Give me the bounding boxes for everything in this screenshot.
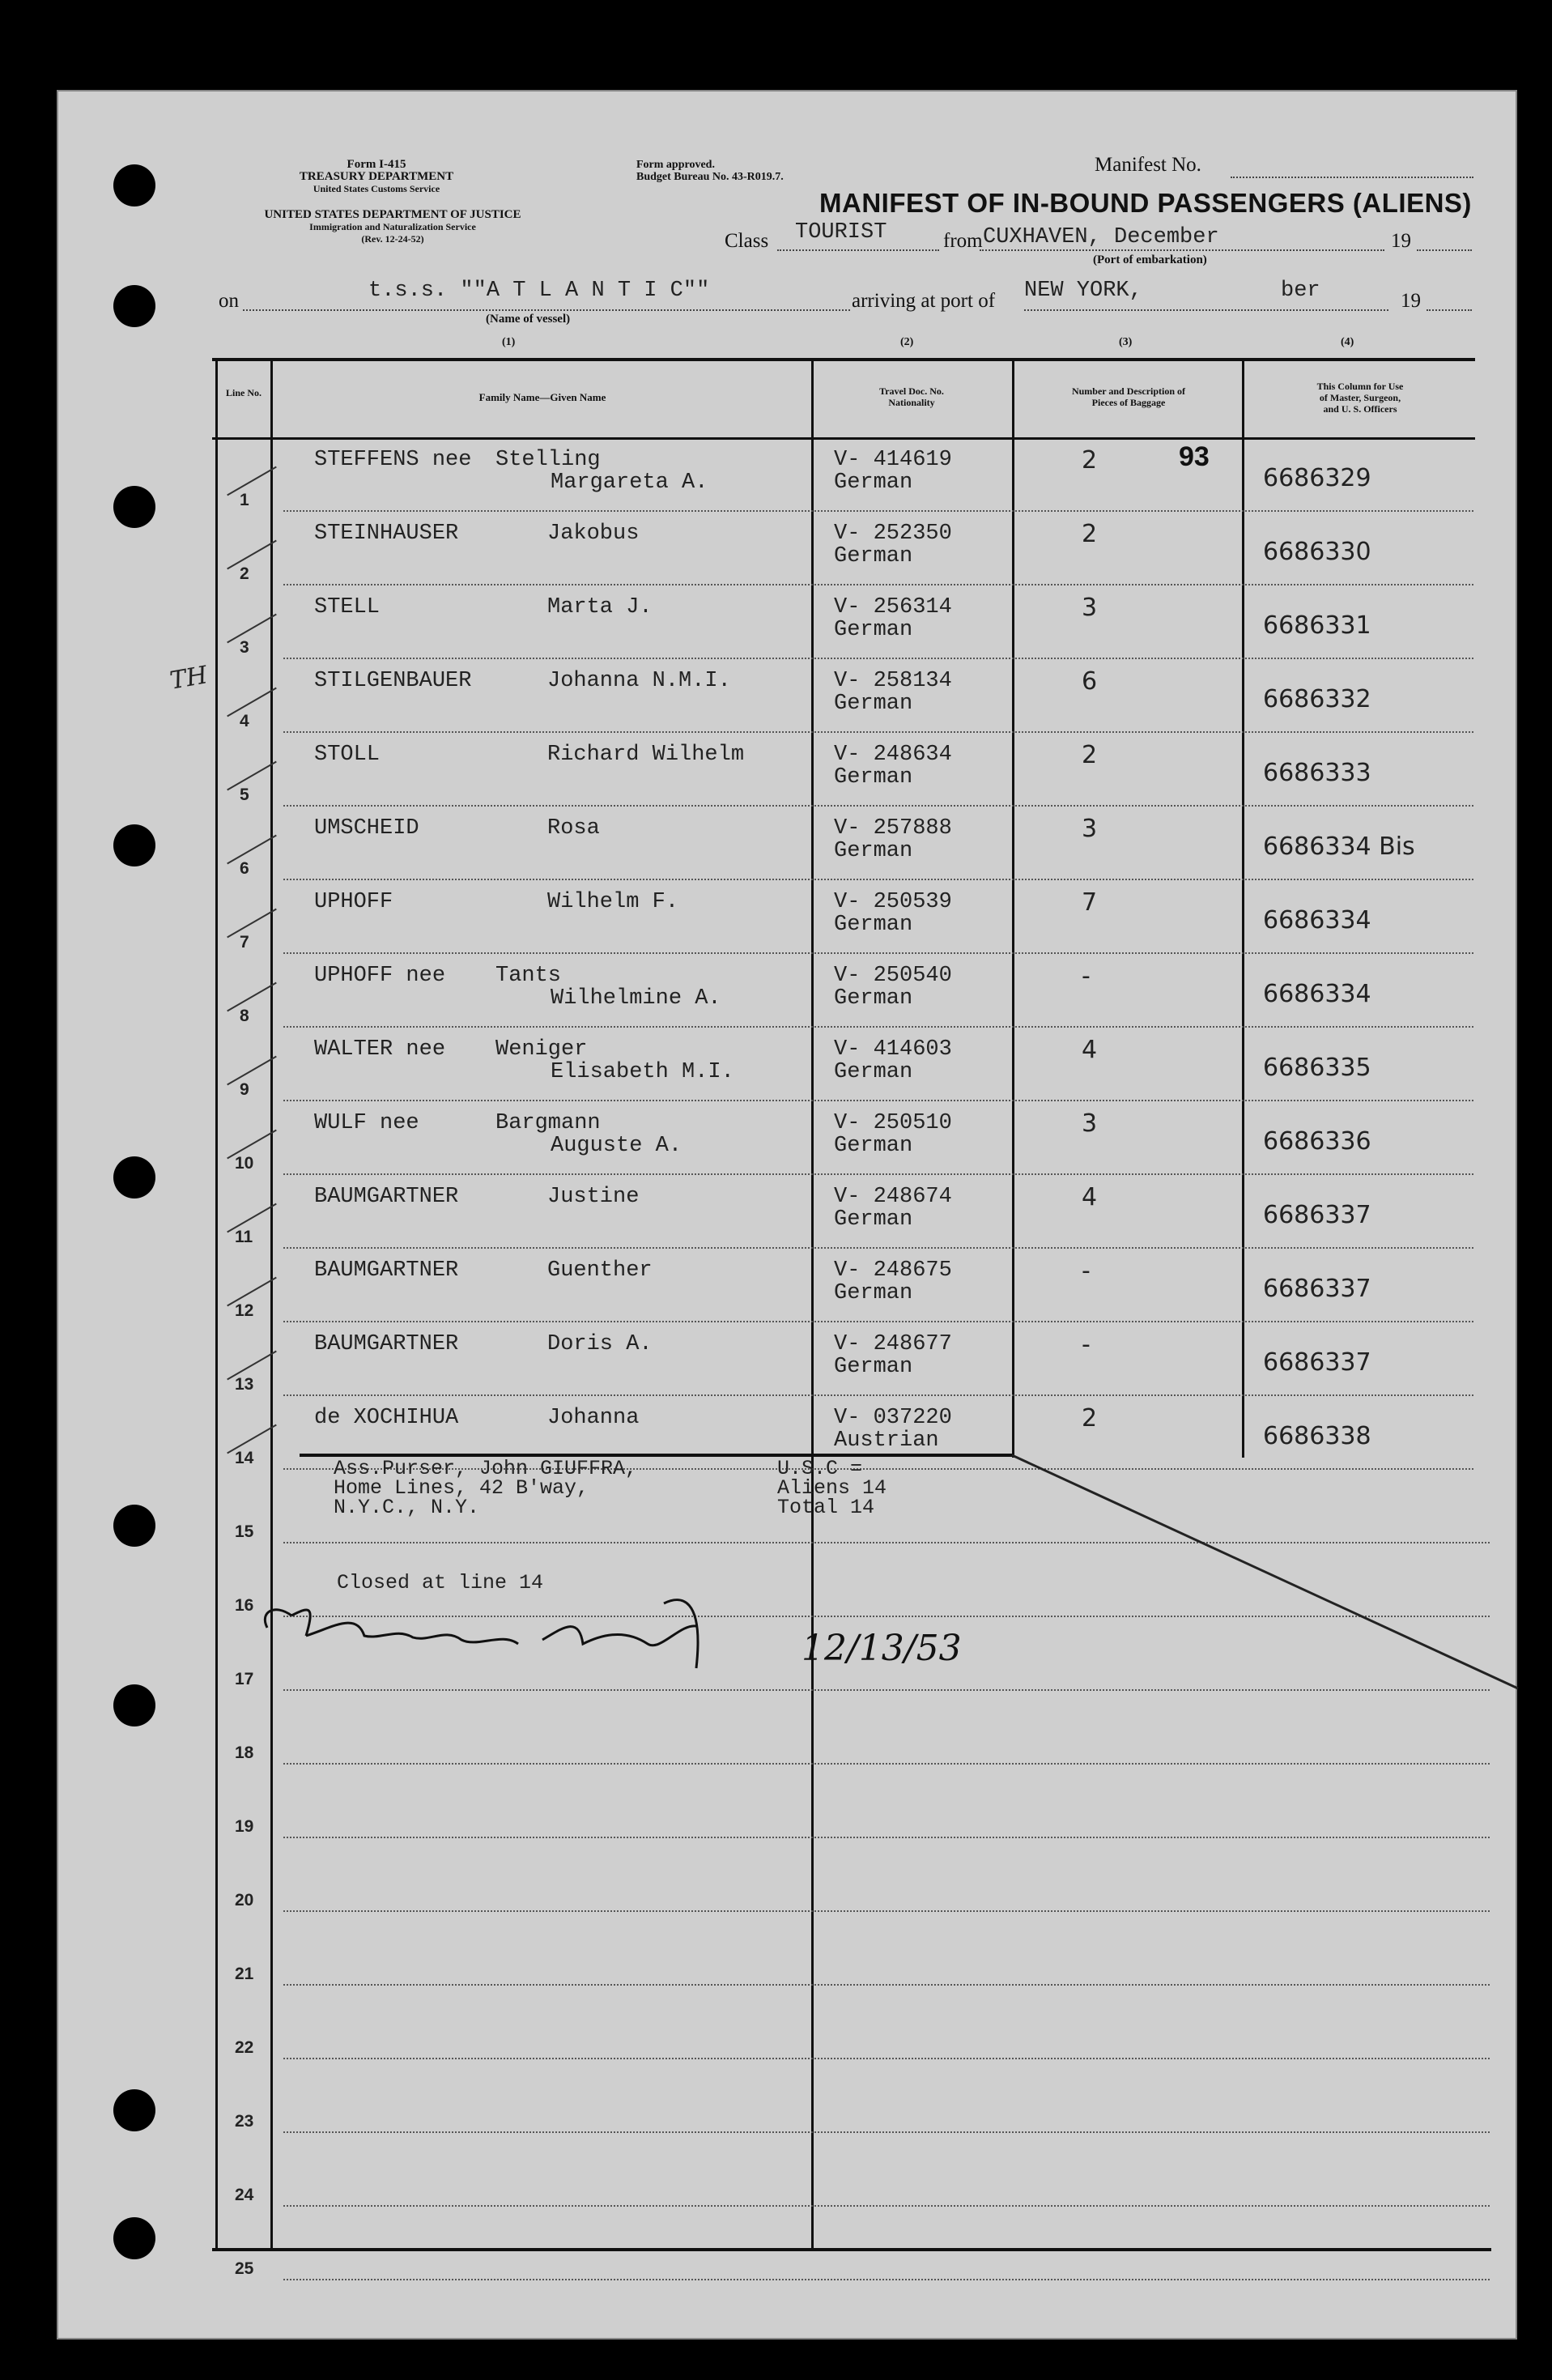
line-number: 5 xyxy=(240,786,249,804)
line-number: 25 xyxy=(235,2259,254,2278)
nationality: German xyxy=(834,618,913,642)
row-divider xyxy=(283,1984,1490,1986)
col-head-bag xyxy=(1017,385,1240,408)
given-name: Justine xyxy=(547,1185,640,1209)
line-number: 1 xyxy=(240,491,249,509)
line-number: 11 xyxy=(235,1228,253,1246)
punch-hole xyxy=(113,164,155,206)
page-title: MANIFEST OF IN-BOUND PASSENGERS (ALIENS) xyxy=(819,188,1472,218)
officer-number: 6686331 xyxy=(1263,611,1371,640)
given-name: Doris A. xyxy=(547,1332,653,1356)
col-head-doc-2: Nationality xyxy=(888,397,935,408)
family-name: de XOCHIHUA xyxy=(314,1406,459,1430)
col-head-use-1: This Column for Use xyxy=(1316,381,1404,392)
budget-bureau: Budget Bureau No. 43-R019.7. xyxy=(636,171,784,183)
justice-dept: UNITED STATES DEPARTMENT OF JUSTICE xyxy=(264,208,521,221)
col-head-doc xyxy=(814,385,1009,408)
form-number: Form I-415 xyxy=(347,158,406,171)
given-name: Stelling xyxy=(495,448,601,472)
line-number: 12 xyxy=(235,1301,254,1320)
row-divider xyxy=(283,2205,1490,2207)
given-name: Johanna N.M.I. xyxy=(547,669,731,693)
nationality: German xyxy=(834,986,913,1011)
travel-doc-no: V- 248677 xyxy=(834,1332,952,1356)
line-number: 3 xyxy=(240,638,249,657)
given-name: Wilhelm F. xyxy=(547,890,679,914)
baggage-count: 2 xyxy=(1082,446,1098,475)
class-value: TOURIST xyxy=(795,220,887,245)
nationality: German xyxy=(834,913,913,937)
given-name-2: Auguste A. xyxy=(551,1134,682,1158)
baggage-count: 2 xyxy=(1082,1404,1098,1433)
punch-hole xyxy=(113,2217,155,2259)
col-head-doc-1: Travel Doc. No. xyxy=(879,385,944,397)
family-name: WALTER nee xyxy=(314,1037,446,1062)
travel-doc-no: V- 257888 xyxy=(834,816,952,841)
officer-number: 6686337 xyxy=(1263,1201,1371,1229)
cancel-diagonal xyxy=(1012,1454,1522,1697)
row-divider xyxy=(283,658,1473,659)
signature-date: 12/13/53 xyxy=(802,1628,962,1669)
family-name: STILGENBAUER xyxy=(314,669,472,693)
row-divider xyxy=(283,1837,1490,1838)
col-divider-use xyxy=(1242,358,1244,1458)
line-number: 21 xyxy=(235,1965,254,1983)
family-name: STOLL xyxy=(314,743,381,767)
row-divider xyxy=(283,1394,1473,1396)
baggage-count: 6 xyxy=(1082,667,1098,696)
line-number: 16 xyxy=(235,1596,254,1615)
given-name: Guenther xyxy=(547,1258,653,1283)
row-divider xyxy=(283,2131,1490,2133)
line-number: 6 xyxy=(240,859,249,878)
given-name-2: Elisabeth M.I. xyxy=(551,1060,734,1084)
row-divider xyxy=(283,952,1473,954)
line-number: 17 xyxy=(235,1670,254,1688)
row-divider xyxy=(283,731,1473,733)
col-head-use-2: of Master, Surgeon, xyxy=(1319,392,1401,403)
travel-doc-no: V- 256314 xyxy=(834,595,952,619)
port-embark-note: (Port of embarkation) xyxy=(1093,253,1207,266)
family-name: STEFFENS nee xyxy=(314,448,472,472)
arriving-line xyxy=(1024,309,1388,311)
purser-line-1: Ass.Purser, John GIUFFRA, xyxy=(334,1457,638,1480)
punch-hole xyxy=(113,2089,155,2131)
line-number: 20 xyxy=(235,1891,254,1910)
travel-doc-no: V- 414603 xyxy=(834,1037,952,1062)
given-name: Richard Wilhelm xyxy=(547,743,745,767)
family-name: STEINHAUSER xyxy=(314,522,459,546)
travel-doc-no: V- 248675 xyxy=(834,1258,952,1283)
given-name: Rosa xyxy=(547,816,600,841)
margin-initials: TH xyxy=(168,661,210,696)
punch-hole xyxy=(113,1505,155,1547)
form-number-block xyxy=(243,159,510,195)
from-value: CUXHAVEN, December xyxy=(983,225,1219,249)
punch-hole xyxy=(113,1156,155,1199)
treasury-dept: TREASURY DEPARTMENT xyxy=(299,170,454,183)
justice-dept-block xyxy=(210,209,575,245)
line-number: 22 xyxy=(235,2038,254,2057)
baggage-count: 4 xyxy=(1082,1036,1098,1064)
officer-number: 6686334 Bis xyxy=(1263,832,1415,861)
officer-number: 6686332 xyxy=(1263,685,1371,713)
line-number: 15 xyxy=(235,1522,254,1541)
travel-doc-no: V- 250540 xyxy=(834,964,952,988)
arriving-label: arriving at port of xyxy=(852,290,996,312)
family-name: BAUMGARTNER xyxy=(314,1332,459,1356)
aliens-count: Aliens 14 xyxy=(777,1476,887,1500)
col-num-4: (4) xyxy=(1341,336,1354,348)
officer-number: 6686329 xyxy=(1263,464,1371,492)
family-name: UPHOFF nee xyxy=(314,964,446,988)
travel-doc-no: V- 250539 xyxy=(834,890,952,914)
vessel-value: t.s.s. ""A T L A N T I C"" xyxy=(368,279,710,303)
officer-number: 6686337 xyxy=(1263,1348,1371,1377)
line-number: 7 xyxy=(240,933,249,952)
totals-block xyxy=(777,1459,887,1518)
given-name: Tants xyxy=(495,964,562,988)
given-name-2: Wilhelmine A. xyxy=(551,986,721,1011)
punch-hole xyxy=(113,486,155,528)
officer-number: 6686337 xyxy=(1263,1275,1371,1303)
line-number: 8 xyxy=(240,1007,249,1025)
punch-hole xyxy=(113,285,155,327)
row-divider xyxy=(283,1026,1473,1028)
purser-block xyxy=(334,1459,637,1518)
arriving-extra: ber xyxy=(1281,279,1320,303)
signature xyxy=(243,1579,858,1676)
year-line xyxy=(1417,249,1472,251)
row-divider xyxy=(283,1247,1473,1249)
baggage-count: 2 xyxy=(1082,520,1098,548)
row-divider xyxy=(283,1321,1473,1322)
nationality: German xyxy=(834,544,913,568)
line-number: 10 xyxy=(235,1154,254,1173)
line-number: 13 xyxy=(235,1375,254,1394)
col-head-line: Line No. xyxy=(225,387,262,398)
col-divider-doc xyxy=(811,358,814,2250)
nationality: German xyxy=(834,1134,913,1158)
given-name: Weniger xyxy=(495,1037,588,1062)
given-name: Jakobus xyxy=(547,522,640,546)
row-divider xyxy=(283,1173,1473,1175)
baggage-count: 2 xyxy=(1082,741,1098,769)
travel-doc-no: V- 250510 xyxy=(834,1111,952,1135)
travel-doc-no: V- 248674 xyxy=(834,1185,952,1209)
col-num-3: (3) xyxy=(1119,336,1133,348)
officer-number: 6686336 xyxy=(1263,1127,1371,1156)
line-number: 24 xyxy=(235,2186,254,2204)
col-head-use-3: and U. S. Officers xyxy=(1323,403,1397,415)
col-head-name: Family Name—Given Name xyxy=(478,391,606,403)
travel-doc-no: V- 248634 xyxy=(834,743,952,767)
line-number: 4 xyxy=(240,712,249,730)
travel-doc-no: V- 037220 xyxy=(834,1406,952,1430)
nationality: German xyxy=(834,470,913,495)
family-name: BAUMGARTNER xyxy=(314,1185,459,1209)
line-number: 2 xyxy=(240,564,249,583)
manifest-no-line xyxy=(1231,177,1473,178)
approval-block xyxy=(636,159,784,183)
vessel-note: (Name of vessel) xyxy=(486,313,571,326)
row-divider xyxy=(283,510,1473,512)
row-divider xyxy=(283,2058,1490,2059)
baggage-count: - xyxy=(1082,1331,1091,1359)
table-left-border xyxy=(215,358,218,2250)
family-name: BAUMGARTNER xyxy=(314,1258,459,1283)
year-line-2 xyxy=(1427,309,1472,311)
travel-doc-no: V- 252350 xyxy=(834,522,952,546)
baggage-count: 3 xyxy=(1082,1109,1098,1138)
year-label-2: 19 xyxy=(1401,290,1421,312)
customs-service: United States Customs Service xyxy=(313,183,440,194)
row-divider xyxy=(283,1763,1490,1765)
row-divider xyxy=(283,879,1473,880)
manifest-no-label: Manifest No. xyxy=(1095,154,1201,176)
officer-number: 6686330 xyxy=(1263,538,1371,566)
family-name: UPHOFF xyxy=(314,890,393,914)
travel-doc-no: V- 258134 xyxy=(834,669,952,693)
travel-doc-no: V- 414619 xyxy=(834,448,952,472)
row-divider xyxy=(283,1100,1473,1101)
line-number: 14 xyxy=(235,1449,254,1467)
baggage-count: - xyxy=(1082,962,1091,990)
from-label: from xyxy=(943,230,983,252)
nationality: German xyxy=(834,765,913,790)
total-count: Total 14 xyxy=(777,1496,875,1519)
arriving-value: NEW YORK, xyxy=(1024,279,1142,303)
family-name: WULF nee xyxy=(314,1111,419,1135)
nationality: German xyxy=(834,692,913,716)
nationality: German xyxy=(834,1060,913,1084)
officer-number: 6686335 xyxy=(1263,1054,1371,1082)
col-head-use xyxy=(1247,381,1473,415)
class-line xyxy=(777,249,939,251)
col-divider-line xyxy=(270,358,273,2250)
row-divider xyxy=(283,805,1473,807)
punch-hole xyxy=(113,1684,155,1726)
row-divider xyxy=(283,1910,1490,1912)
given-name: Bargmann xyxy=(495,1111,601,1135)
officer-number: 6686334 xyxy=(1263,906,1371,935)
col-head-bag-2: Pieces of Baggage xyxy=(1091,397,1166,408)
revision: (Rev. 12-24-52) xyxy=(361,233,424,245)
col-num-2: (2) xyxy=(900,336,914,348)
closed-at-line: Closed at line 14 xyxy=(337,1571,544,1594)
given-name: Marta J. xyxy=(547,595,653,619)
purser-line-3: N.Y.C., N.Y. xyxy=(334,1496,480,1519)
from-line xyxy=(980,249,1384,251)
officer-number: 6686334 xyxy=(1263,980,1371,1008)
col-head-bag-1: Number and Description of xyxy=(1071,385,1186,397)
officer-number: 6686333 xyxy=(1263,759,1371,787)
baggage-count: 3 xyxy=(1082,594,1098,622)
baggage-count: 4 xyxy=(1082,1183,1098,1211)
given-name-2: Margareta A. xyxy=(551,470,708,495)
table-top-border xyxy=(212,358,1475,361)
family-name: STELL xyxy=(314,595,381,619)
col-num-1: (1) xyxy=(502,336,516,348)
nationality: German xyxy=(834,839,913,863)
baggage-extra: 93 xyxy=(1179,441,1210,472)
nationality: German xyxy=(834,1281,913,1305)
officer-number: 6686338 xyxy=(1263,1422,1371,1450)
baggage-count: 3 xyxy=(1082,815,1098,843)
ins-service: Immigration and Naturalization Service xyxy=(309,221,476,232)
year-label: 19 xyxy=(1391,230,1411,252)
nationality: German xyxy=(834,1207,913,1232)
vessel-line xyxy=(243,309,850,311)
line-number: 19 xyxy=(235,1817,254,1836)
table-header-border xyxy=(212,437,1475,440)
family-name: UMSCHEID xyxy=(314,816,419,841)
baggage-count: - xyxy=(1082,1257,1091,1285)
purser-line-2: Home Lines, 42 B'way, xyxy=(334,1476,589,1500)
line-number: 9 xyxy=(240,1080,249,1099)
col-divider-bag xyxy=(1012,358,1014,1458)
row-divider xyxy=(283,2279,1490,2280)
class-label: Class xyxy=(725,230,769,252)
given-name: Johanna xyxy=(547,1406,640,1430)
line-number: 18 xyxy=(235,1743,254,1762)
row-divider xyxy=(283,584,1473,585)
line-number: 23 xyxy=(235,2112,254,2131)
table-bottom-border xyxy=(212,2248,1491,2251)
usc-count: U.S.C = xyxy=(777,1457,863,1480)
nationality: Austrian xyxy=(834,1428,939,1453)
nationality: German xyxy=(834,1355,913,1379)
baggage-count: 7 xyxy=(1082,888,1098,917)
form-approved: Form approved. xyxy=(636,159,715,171)
punch-hole xyxy=(113,824,155,866)
on-label: on xyxy=(219,290,239,312)
